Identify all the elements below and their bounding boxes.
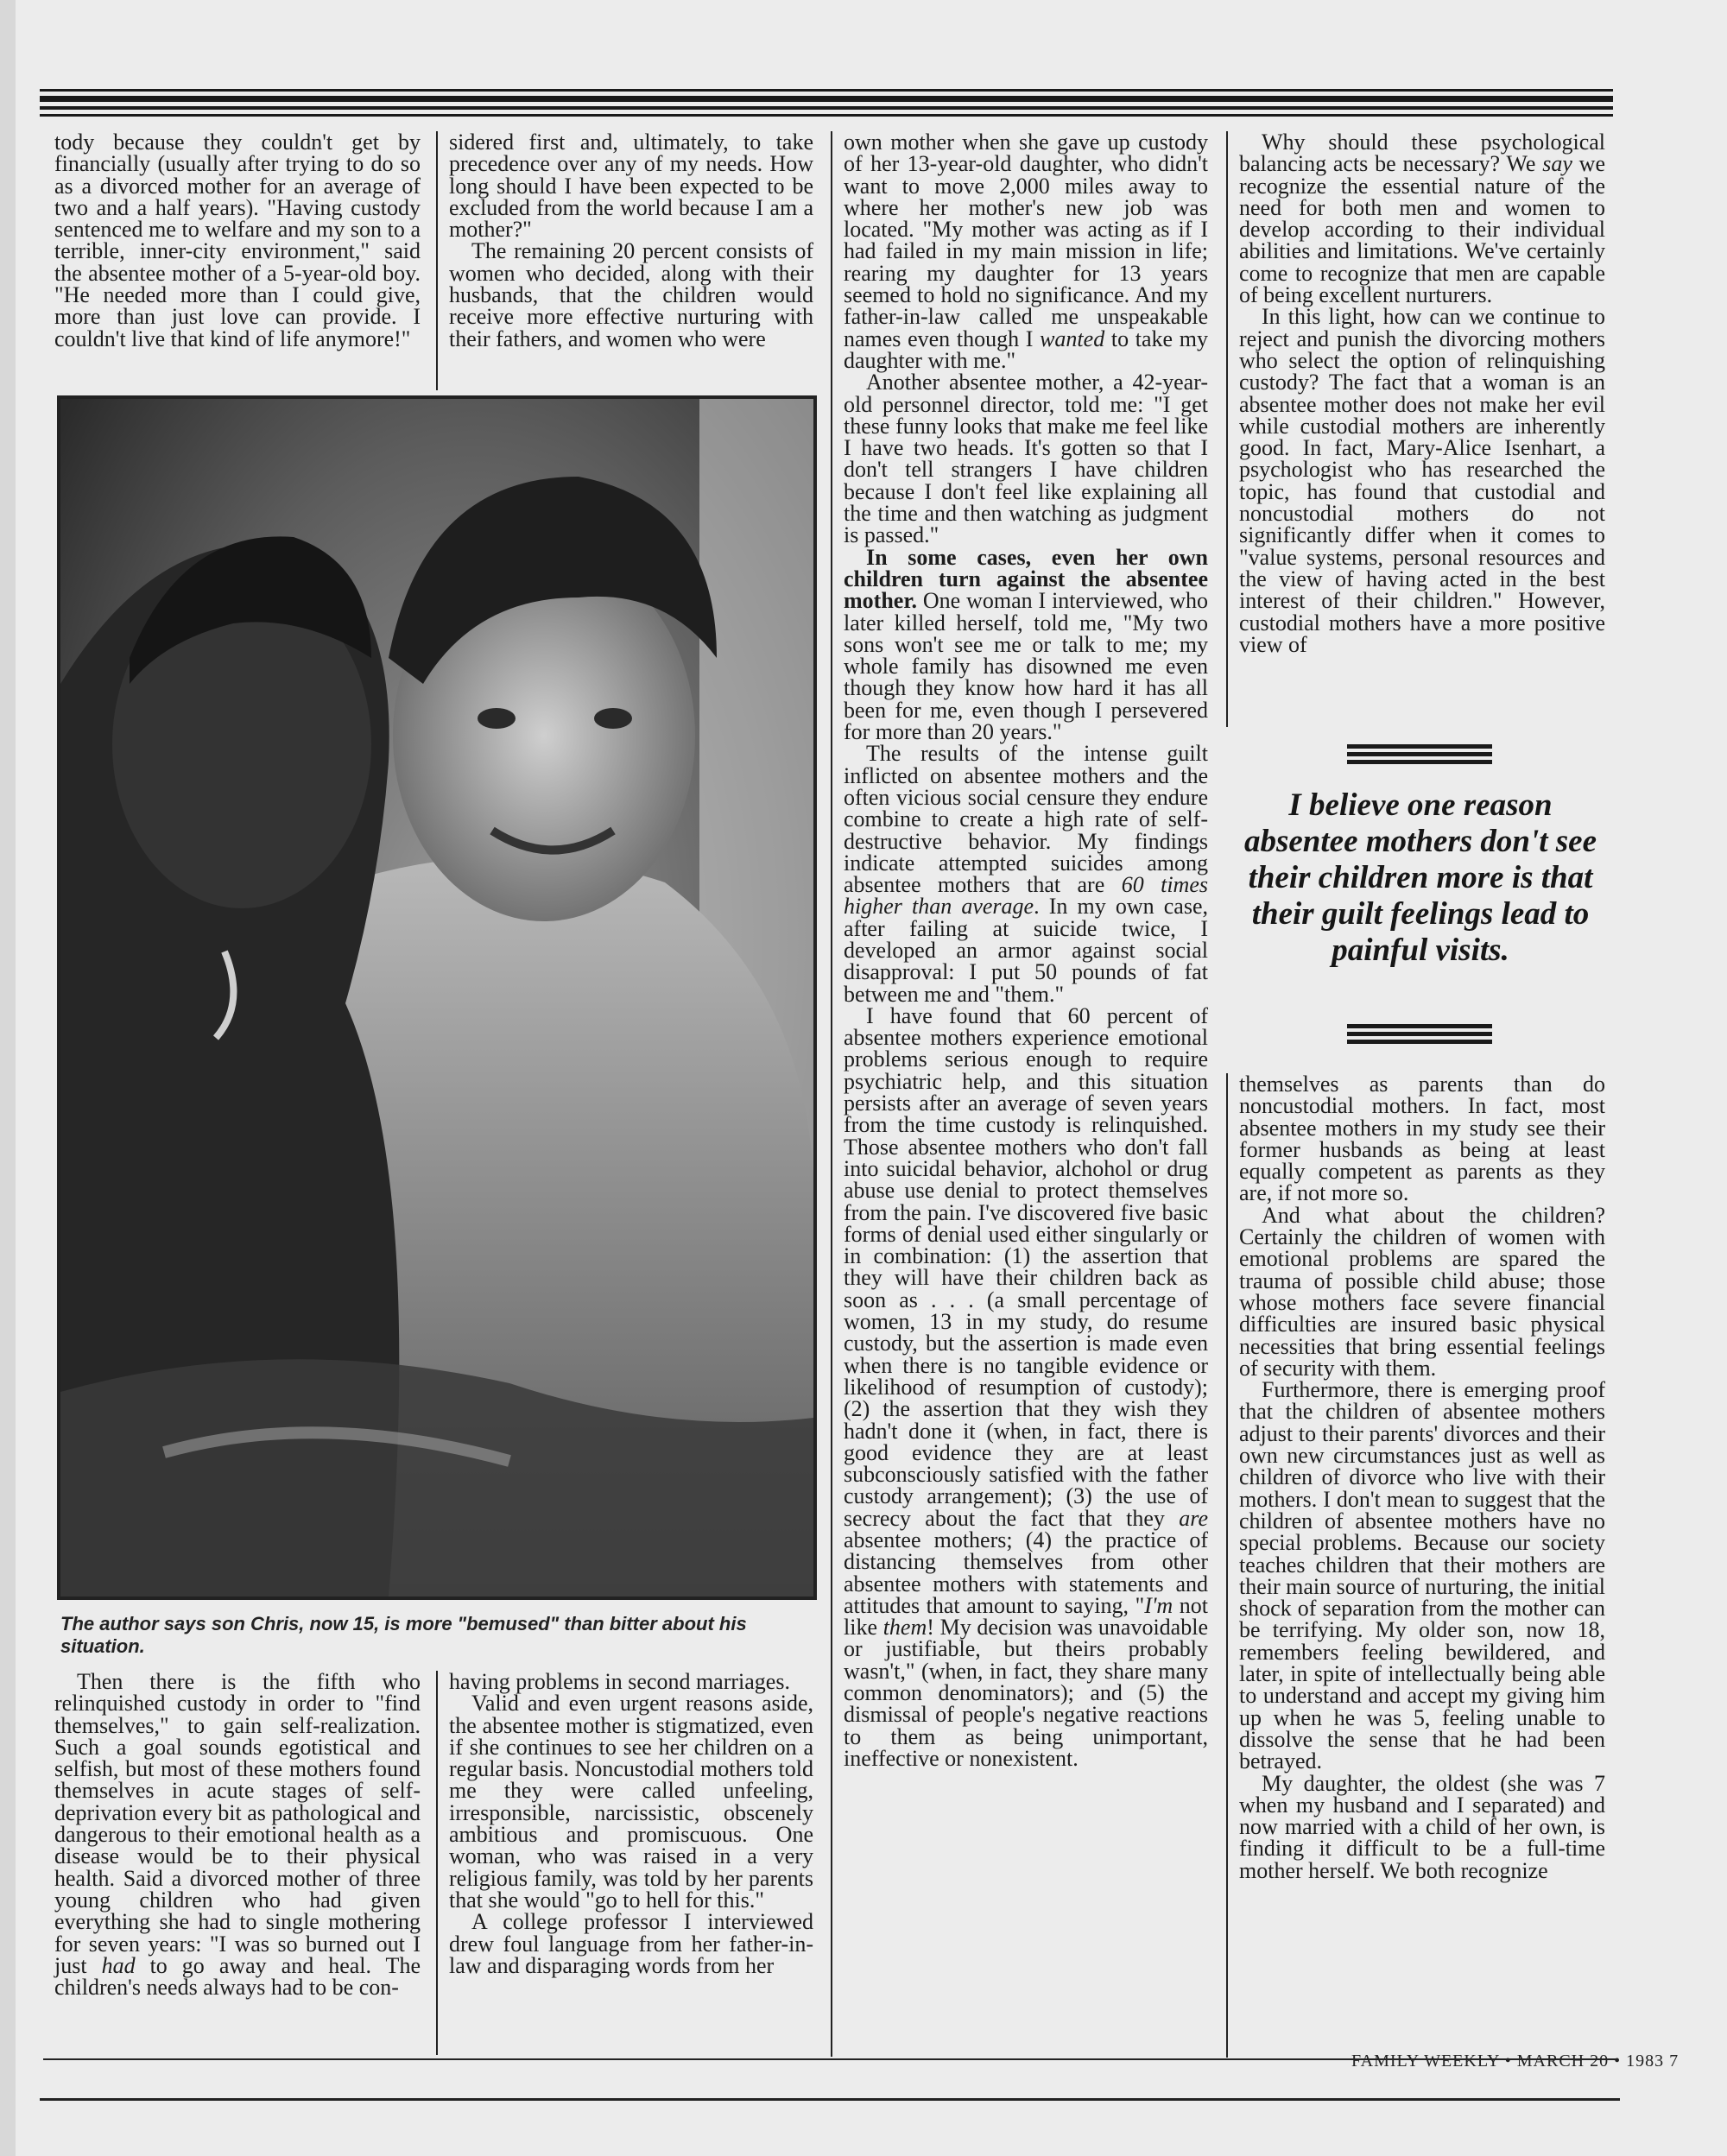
text-run: to take my daughter with me." [844,326,1208,373]
paragraph [844,544,1208,745]
pull-quote: I believe one reason absentee mothers don't see their children more is that their guilt feelings lead to painful visits. [1243,787,1597,968]
bottom-rule [40,2098,1620,2101]
paragraph: The remaining 20 percent consists of women who decided, along with their husbands, that the children would receive more effective nurturing with their fathers, and women who were [449,238,813,351]
page-edge-shadow [0,0,16,2156]
text-run: absentee mothers; (4) the practice of distancing themselves from other absentee mothers with statements and attitudes that amount to saying, " [844,1527,1208,1618]
column-1-bottom [43,1671,432,2055]
paragraph: Valid and even urgent reasons aside, the absentee mother is stigmatized, even if she continues to see her children on a regular basis. Noncustodial mothers told me they were called unfeeling, irresponsible, narcissistic, obscenely ambitious and promiscuous. One woman, who was raised in a very religious family, was told by her parents that she would "go to hell for this." [449,1691,813,1913]
paragraph [1239,131,1605,306]
paragraph: In this light, how can we continue to reject and punish the divorcing mothers who select the option of relinquishing custody? The fact that a woman is an absentee mother does not make her evil while custodial mothers are inherently good. In fact, Mary-Alice Isenhart, a psychologist who has researched the topic, has found that custodial and noncustodial mothers do not significantly differ when it comes to "value systems, personal resources and the view of having acted in the best interest of their children." However, custodial mothers have a more positive view of [1239,304,1605,657]
paragraph: tody because they couldn't get by financially (usually after trying to do so as a divorced mother for an average of two and a half years). "Having custody sentenced me to welfare and my son to a terrible, inner-city environment," said the absentee mother of a 5-year-old boy. "He needed more than I could give, more than just love can provide. I couldn't live that kind of life anymore!" [54,131,421,351]
emphasis: are [1179,1505,1208,1531]
photo-image [60,399,813,1596]
paragraph: sidered first and, ultimately, to take precedence over any of my needs. How long should I have been expected to be excluded from the world because I am a mother?" [449,131,813,243]
paragraph: My daughter, the oldest (she was 7 when my husband and I separated) and now married with a child of her own, is finding it difficult to be a full-time mother herself. We both recognize [1239,1770,1605,1883]
paragraph [54,1671,421,2001]
text-run: Why should these psychological balancing acts be necessary? We [1239,131,1605,177]
paragraph [844,743,1208,1005]
column-1-top [43,131,432,390]
emphasis: say [1542,151,1572,177]
text-run: own mother when she gave up custody of her 13-year-old daughter, who didn't want to move 2,000 miles away to where her mother's new job was located. "My mother was acting as if I had failed in my main mission in life; rearing my daughter for 13 years seemed to hold no significance. And my father-in-law called me unspeakable names even though I [844,131,1208,351]
column-2-top [436,131,825,390]
text-run: The results of the intense guilt inflicted on absentee mothers and the often vicious social censure they endure combine to create a high rate of self-destructive behavior. My findings indicate attempted suicides among absentee mothers that are [844,741,1208,898]
pull-quote-rule-top [1347,744,1492,768]
text-run: . In my own case, after failing at suicide twice, I developed an armor against social disapproval: I put 50 pounds of fat between me and "them." [844,894,1208,1007]
text-run: not like [844,1592,1208,1641]
text-run: we recognize the essential nature of the need for both men and women to develop according to their individual abilities and limitations. We've certainly come to recognize that men are capable of being excellent nurturers. [1239,151,1605,308]
emphasis: wanted [1040,326,1105,351]
photo-caption: The author says son Chris, now 15, is more "bemused" than bitter about his situation. [60,1613,747,1657]
column-2-bottom [436,1671,825,2055]
column-3 [831,131,1219,2057]
bold-lead: In some cases, even her own children turn against the absentee mother. [844,544,1208,614]
column-4-top [1226,131,1616,727]
paragraph [844,131,1208,371]
pull-quote-rule-bottom [1347,1024,1492,1047]
column-4-bottom [1226,1073,1616,2058]
text-run: One woman I interviewed, who later killed herself, told me, "My two sons won't see me or talk to me; my whole family has disowned me even though they know how hard it has all been for me, even though I persevered for more than 20 years." [844,588,1208,745]
text-run: I have found that 60 percent of absentee mothers experience emotional problems serious enough to require psychiatric help, and this situation persists after an average of seven years from the time custody is relinquished. Those absentee mothers who don't fall into suicidal behavior, alchohol or drug abuse use denial to protect themselves from the pain. I've discovered five basic forms of denial used either singularly or in combination: (1) the assertion that they will have their children back as soon as . . . (a small percentage of women, 13 in my study, do resume custody, but the assertion is made even when there is no tangible evidence or likelihood of resumption of custody); (2) the assertion that they wish they hadn't done it (when, in fact, there is good evidence they are at least subconsciously satisfied with the father custody arrangement); (3) the use of secrecy about the fact that they [844,1002,1208,1531]
paragraph [844,1002,1208,1771]
text-run: Then there is the fifth who relinquished custody in order to "find themselves," to gain self-realization. Such a goal sounds egotistical and selfish, but most of these mothers found themselves in acute stages of self-deprivation every bit as pathological and dangerous to their emotional health as a disease would be to their physical health. Said a divorced mother of three young children who had given everything she had to single mothering for seven years: "I was so burned out I just [54,1671,421,1978]
emphasis: had [101,1952,136,1978]
emphasis: I'm [1144,1592,1173,1618]
paragraph: Another absentee mother, a 42-year-old personnel director, told me: "I get these funny looks that make me feel like I have two heads. It's gotten so that I don't tell strangers I have children because I don't feel like explaining all the time and then watching as judgment is passed." [844,370,1208,548]
page-footer: FAMILY WEEKLY • MARCH 20 • 1983 7 [1351,2052,1680,2071]
text-run: to go away and heal. The children's needs always had to be con- [54,1952,421,2001]
paragraph: A college professor I interviewed drew foul language from her father-in-law and disparaging words from her [449,1909,813,1978]
photo-mother-and-son [57,395,817,1600]
emphasis: 60 times higher than average [844,872,1208,920]
paragraph: themselves as parents than do noncustodial mothers. In fact, most absentee mothers in my study see their former husbands as being at least equally competent as parents as they are, if not more so. [1239,1073,1605,1206]
paragraph: having problems in second marriages. [449,1671,790,1694]
paragraph: And what about the children? Certainly the children of women with emotional problems are spared the trauma of possible child abuse; those whose mothers face severe financial difficulties are insured basic physical necessities that bring essential feelings of security with them. [1239,1202,1605,1381]
text-run: ! My decision was unavoidable or justifiable, but theirs probably wasn't," (when, in fact, they share many common denominators); and (5) the dismissal of people's negative reactions to them as being unimportant, ineffective or nonexistent. [844,1615,1208,1771]
emphasis: them [882,1615,927,1641]
paragraph: Furthermore, there is emerging proof that the children of absentee mothers adjust to their parents' divorces and their own new circumstances just as well as children of divorce who live with their mothers. I don't mean to suggest that the children of absentee mothers have no special problems. Because our society teaches children that their mothers are their main source of nurturing, the initial shock of separation from the mother can be terrifying. My older son, now 18, remembers feeling bewildered, and later, in spite of intellectually being able to understand and accept my giving him up when he was 5, feeling unable to dissolve the sense that he had been betrayed. [1239,1377,1605,1774]
top-rule [40,89,1613,122]
